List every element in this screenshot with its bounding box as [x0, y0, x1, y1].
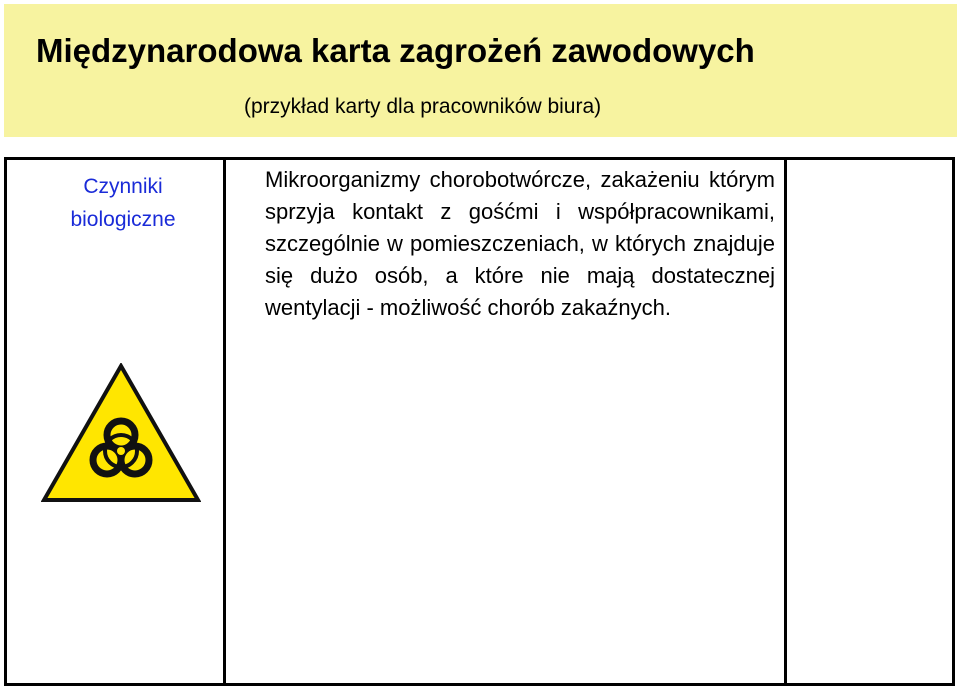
biohazard-icon	[41, 363, 201, 503]
column-divider	[784, 160, 787, 683]
hazard-category: Czynniki biologiczne	[70, 175, 176, 231]
hazard-table	[4, 157, 955, 686]
page-subtitle: (przykład karty dla pracowników biura)	[244, 95, 602, 118]
column-divider	[223, 160, 226, 683]
hazard-description: Mikroorganizmy chorobotwórcze, zakażeniu którym sprzyja kontakt z gośćmi i współpracownikami, szczególnie w pomieszczeniach, w których znajduje się dużo osób, a które nie mają dostatecznej wentylacji - możliwość chorób zakaźnych.	[265, 167, 775, 320]
header-banner	[4, 4, 957, 137]
page-title: Międzynarodowa karta zagrożeń zawodowych	[36, 32, 755, 69]
